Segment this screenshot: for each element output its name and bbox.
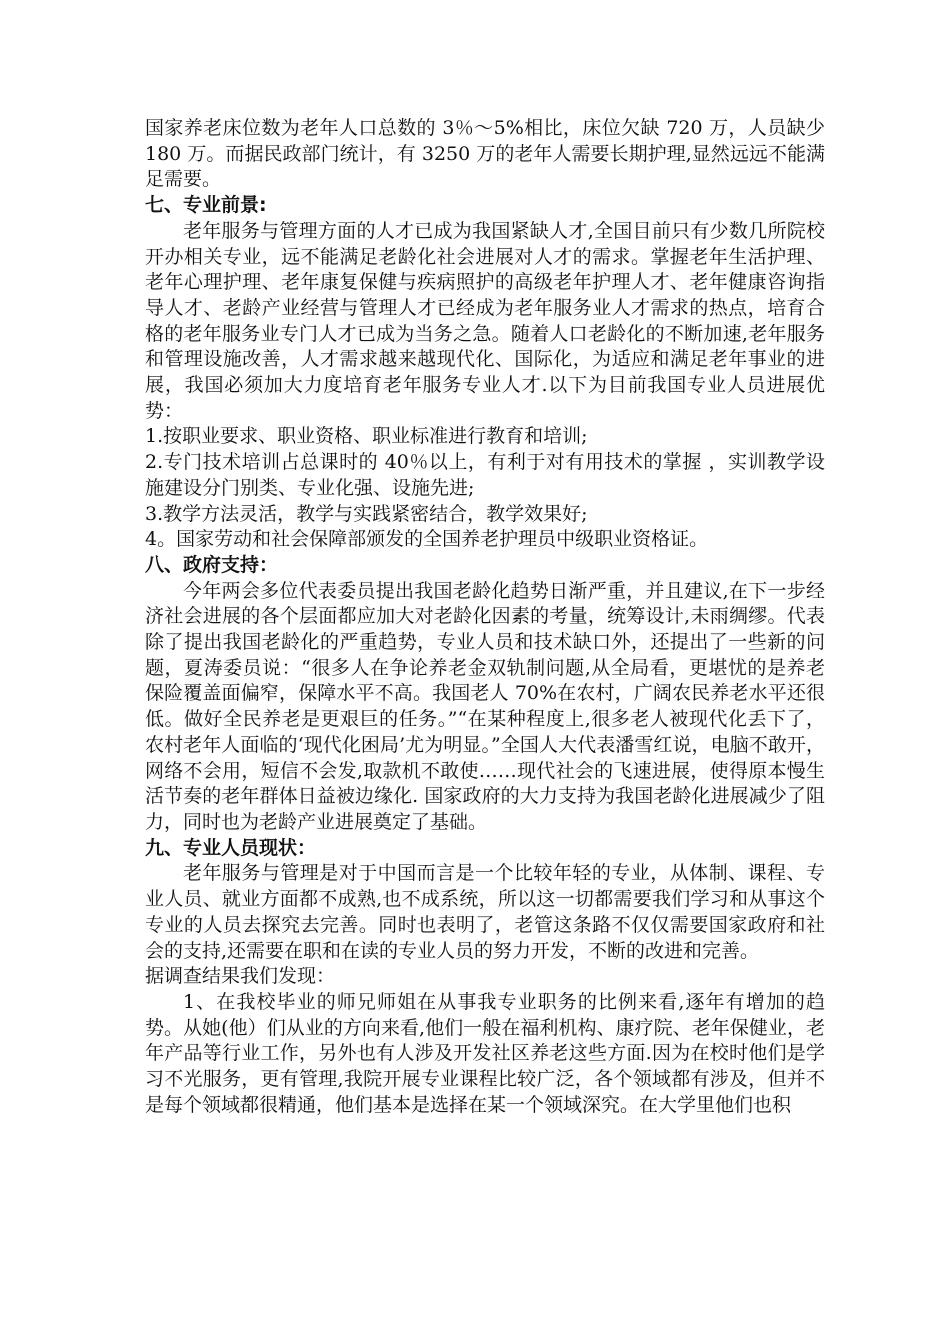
- section7-item-2: 2.专门技术培训占总课时的 40％以上，有利于对有用技术的掌握 ，实训教学设施建设分门别类、专业化强、设施先进;: [145, 451, 825, 499]
- findings-intro: 据调查结果我们发现：: [145, 965, 336, 988]
- section8-paragraph: 今年两会多位代表委员提出我国老龄化趋势日渐严重，并且建议,在下一步经济社会进展的各个层面都应加大对老龄化因素的考量，统筹设计,未雨绸缪。代表除了提出我国老龄化的严重趋势，专业人员和技术缺口外，还提出了一些新的问题，夏涛委员说：“很多人在争论养老金双轨制问题,从全局看，更堪忧的是养老保险覆盖面偏窄，保障水平不高。我国老人 70%在农村，广阔农民养老水平还很低。做好全民养老是更艰巨的任务。”“在某种程度上,很多老人被现代化丢下了，农村老年人面临的‘现代化困局’尤为明显。”全国人大代表潘雪红说，电脑不敢开，网络不会用，短信不会发,取款机不敢使……现代社会的飞速进展，使得原本慢生活节奏的老年群体日益被边缘化. 国家政府的大力支持为我国老龄化进展减少了阻力，同时也为老龄产业进展奠定了基础。: [145, 579, 825, 833]
- section9-heading: 九、专业人员现状：: [145, 836, 317, 859]
- section7-heading: 七、专业前景:: [145, 194, 267, 217]
- section7-paragraph: 老年服务与管理方面的人才已成为我国紧缺人才,全国目前只有少数几所院校开办相关专业，远不能满足老龄化社会进展对人才的需求。掌握老年生活护理、老年心理护理、老年康复保健与疾病照护的高级老年护理人才、老年健康咨询指导人才、老龄产业经营与管理人才已经成为老年服务业人才需求的热点，培育合格的老年服务业专门人才已成为当务之急。随着人口老龄化的不断加速,老年服务和管理设施改善，人才需求越来越现代化、国际化，为适应和满足老年事业的进展，我国必须加大力度培育老年服务专业人才.以下为目前我国专业人员进展优势：: [145, 219, 825, 422]
- document-page: [145, 116, 825, 1118]
- finding-1-paragraph: 1、在我校毕业的师兄师姐在从事我专业职务的比例来看,逐年有增加的趋势。从她(他）们从业的方向来看,他们一般在福利机构、康疗院、老年保健业，老年产品等行业工作，另外也有人涉及开发社区养老这些方面.因为在校时他们是学习不光服务，更有管理,我院开展专业课程比较广泛，各个领域都有涉及，但并不是每个领域都很精通，他们基本是选择在某一个领域深究。在大学里他们也积: [145, 990, 825, 1116]
- section7-item-3: 3.教学方法灵活，教学与实践紧密结合，教学效果好;: [145, 502, 588, 525]
- section8-heading: 八、政府支持：: [145, 553, 279, 576]
- intro-paragraph: 国家养老床位数为老年人口总数的 3％～5%相比，床位欠缺 720 万，人员缺少 180 万。而据民政部门统计，有 3250 万的老年人需要长期护理,显然远远不能满足需要。: [145, 117, 825, 191]
- section9-paragraph: 老年服务与管理是对于中国而言是一个比较年轻的专业，从体制、课程、专业人员、就业方面都不成熟,也不成系统，所以这一切都需要我们学习和从事这个专业的人员去探究去完善。同时也表明了，老管这条路不仅仅需要国家政府和社会的支持,还需要在职和在读的专业人员的努力开发，不断的改进和完善。: [145, 862, 825, 962]
- section7-item-1: 1.按职业要求、职业资格、职业标准进行教育和培训;: [145, 425, 588, 448]
- section7-item-4: 4。国家劳动和社会保障部颁发的全国养老护理员中级职业资格证。: [145, 528, 709, 551]
